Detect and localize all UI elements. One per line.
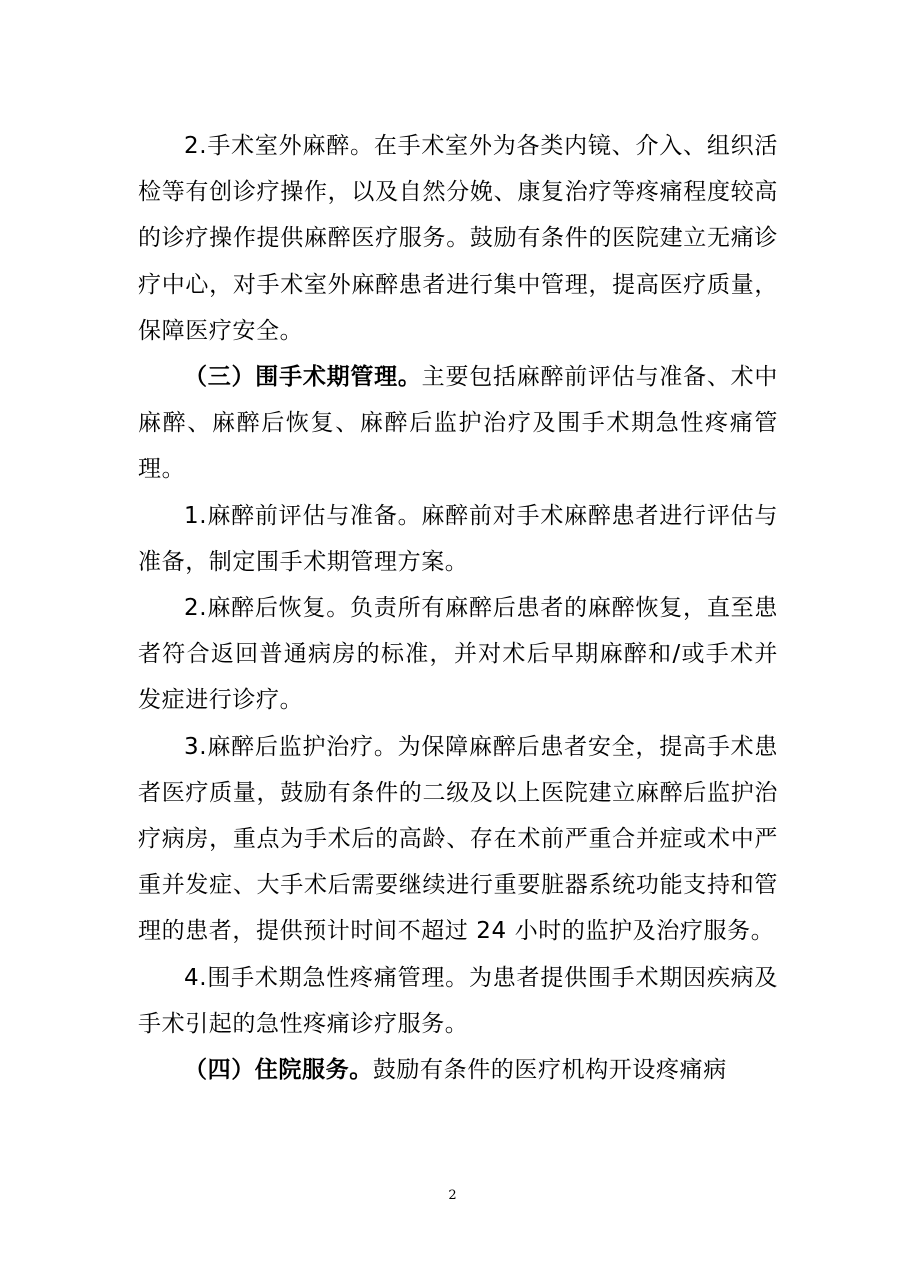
paragraph-postanesthesia-recovery	[138, 585, 778, 724]
page-number: 2	[448, 1188, 457, 1203]
section-heading-perioperative: （三）围手术期管理。	[184, 364, 422, 391]
document-body	[138, 123, 778, 1093]
paragraph-postanesthesia-icu	[138, 724, 778, 955]
paragraph-inpatient-service	[138, 1047, 778, 1093]
paragraph-text: 1.麻醉前评估与准备。麻醉前对手术麻醉患者进行评估与准备，制定围手术期管理方案。	[138, 502, 778, 575]
paragraph-preanesthesia-evaluation	[138, 493, 778, 585]
paragraph-text: 鼓励有条件的医疗机构开设疼痛病	[372, 1057, 727, 1084]
paragraph-text: 主要包括麻醉前评估与准备、术中麻醉、麻醉后恢复、麻醉后监护治疗及围手术期急性疼痛管理。	[138, 364, 779, 483]
section-heading-inpatient: （四）住院服务。	[184, 1057, 373, 1084]
paragraph-text: 2.手术室外麻醉。在手术室外为各类内镜、介入、组织活检等有创诊疗操作，以及自然分娩、康复治疗等疼痛程度较高的诊疗操作提供麻醉医疗服务。鼓励有条件的医院建立无痛诊疗中心，对手术室外麻醉患者进行集中管理，提高医疗质量，保障医疗安全。	[138, 133, 778, 344]
paragraph-text: 3.麻醉后监护治疗。为保障麻醉后患者安全，提高手术患者医疗质量，鼓励有条件的二级及以上医院建立麻醉后监护治疗病房，重点为手术后的高龄、存在术前严重合并症或术中严重并发症、大手术后需要继续进行重要脏器系统功能支持和管理的患者，提供预计时间不超过 24 小时的监护及治疗服务。	[138, 733, 778, 945]
paragraph-outside-or-anesthesia	[138, 123, 778, 354]
paragraph-text: 2.麻醉后恢复。负责所有麻醉后患者的麻醉恢复，直至患者符合返回普通病房的标准，并对术后早期麻醉和/或手术并发症进行诊疗。	[138, 595, 778, 714]
paragraph-acute-pain-management	[138, 955, 778, 1047]
paragraph-perioperative-management	[138, 354, 778, 493]
paragraph-text: 4.围手术期急性疼痛管理。为患者提供围手术期因疾病及手术引起的急性疼痛诊疗服务。	[138, 964, 778, 1037]
